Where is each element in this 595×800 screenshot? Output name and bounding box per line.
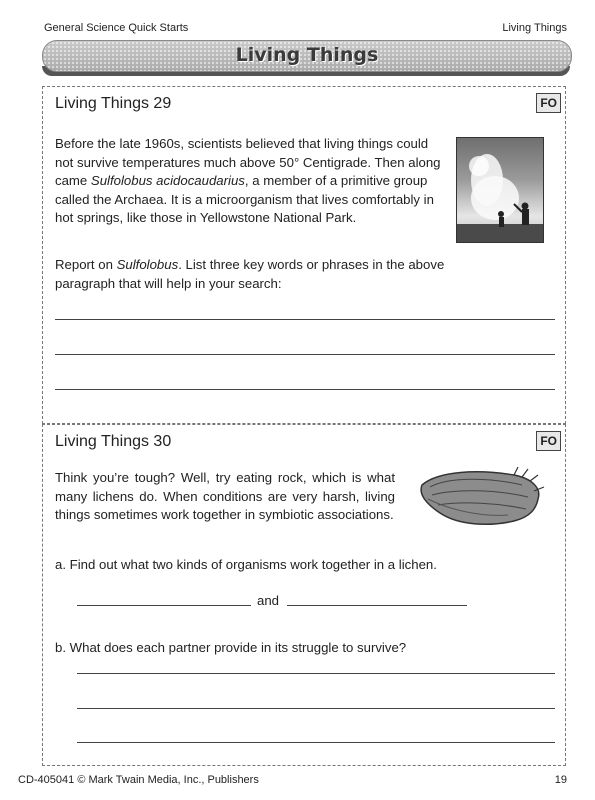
fo-badge: FO bbox=[536, 93, 561, 113]
card-title: Living Things 30 bbox=[55, 433, 172, 450]
answer-line-3[interactable] bbox=[55, 389, 555, 390]
answer-blank-1[interactable] bbox=[77, 605, 251, 606]
answer-line-1[interactable] bbox=[55, 319, 555, 320]
activity-card-29 bbox=[42, 86, 566, 424]
answer-line-2[interactable] bbox=[77, 708, 555, 709]
lichen-rock-illustration bbox=[418, 465, 546, 531]
and-label: and bbox=[257, 593, 280, 608]
answer-blank-2[interactable] bbox=[287, 605, 467, 606]
running-header-left: General Science Quick Starts bbox=[44, 22, 189, 34]
running-header-right: Living Things bbox=[502, 22, 567, 34]
answer-line-3[interactable] bbox=[77, 742, 555, 743]
footer-publisher: CD-405041 © Mark Twain Media, Inc., Publishers bbox=[18, 774, 259, 786]
hot-spring-photo bbox=[456, 137, 544, 243]
answer-line-2[interactable] bbox=[55, 354, 555, 355]
activity-card-30 bbox=[42, 424, 566, 766]
question-a: a. Find out what two kinds of organisms work together in a lichen. bbox=[55, 557, 437, 572]
fo-badge: FO bbox=[536, 431, 561, 451]
question-b: b. What does each partner provide in its struggle to survive? bbox=[55, 640, 407, 655]
intro-paragraph: Think you’re tough? Well, try eating rock, which is what many lichens do. When conditions are very harsh, living things sometimes work together in symbiotic associations. bbox=[55, 470, 395, 522]
title-banner bbox=[42, 40, 572, 72]
species-name: Sulfolobus acidocaudarius bbox=[90, 173, 245, 188]
answer-line-1[interactable] bbox=[77, 673, 555, 674]
card-title: Living Things 29 bbox=[55, 95, 172, 112]
page-number: 19 bbox=[554, 774, 567, 786]
instruction-paragraph: Report on Sulfolobus. List three key words or phrases in the above paragraph that will help in your search: bbox=[55, 257, 445, 291]
page-title: Living Things bbox=[235, 44, 379, 66]
intro-paragraph: Before the late 1960s, scientists believed that living things could not survive temperatures much above 50° Centigrade. Then along came Sulfolobus acidocaudarius, a member of a primitive group called the Archaea. It is a microorganism that lives comfortably in hot springs, like those in Yellowstone National Park. bbox=[55, 136, 441, 225]
